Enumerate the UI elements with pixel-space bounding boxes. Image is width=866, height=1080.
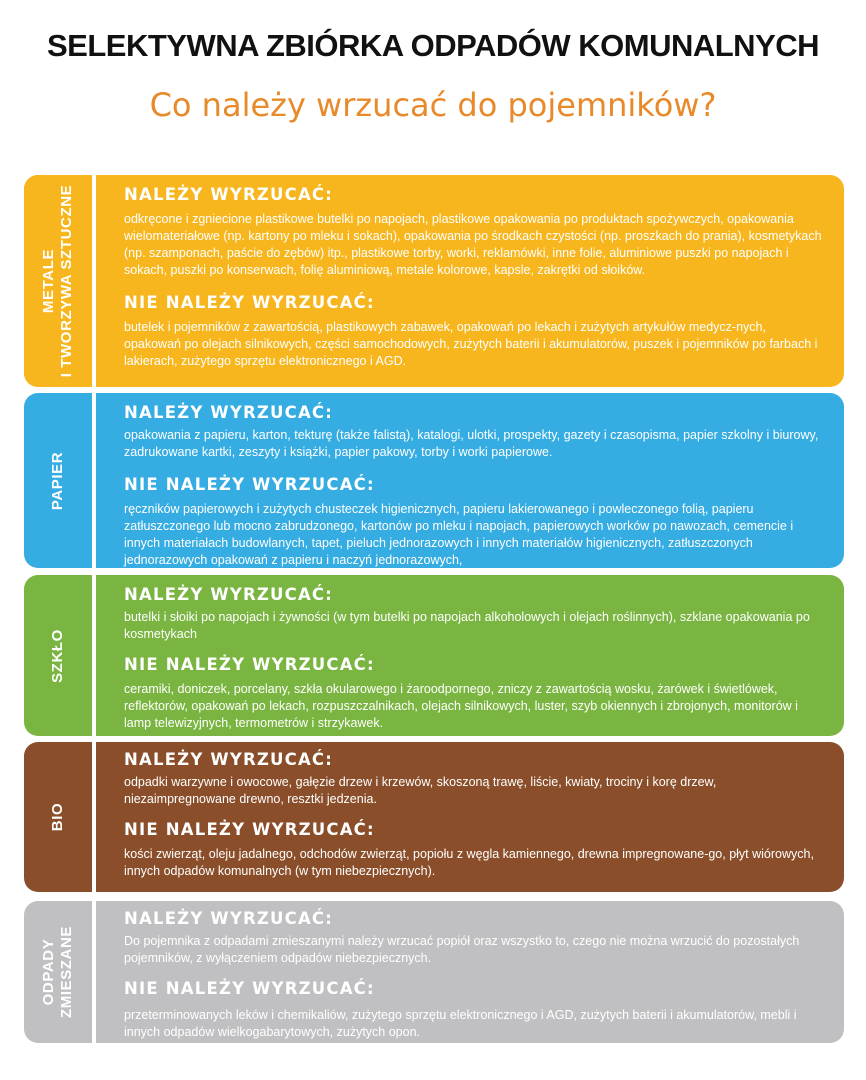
panel-content — [124, 403, 826, 568]
panel-content — [124, 909, 826, 1041]
forbidden-heading: NIE NALEŻY WYRZUCAĆ: — [124, 979, 375, 998]
panel-divider — [92, 175, 96, 387]
allowed-text: butelki i słoiki po napojach i żywności (w tym butelki po napojach alkoholowych i olejach roślinnych), szklane opakowania po kosmetykach — [124, 610, 810, 641]
panel-label: BIO — [49, 802, 66, 832]
panel-label: PAPIER — [49, 451, 66, 510]
panel-label: ODPADY ZMIESZANE — [40, 925, 75, 1019]
allowed-text: Do pojemnika z odpadami zmieszanymi należy wrzucać popiół oraz wszystko to, czego nie można wrzucić do pozostałych pojemników, z wyłączeniem odpadów niebezpiecznych. — [124, 934, 800, 965]
panel-divider — [92, 901, 96, 1043]
allowed-heading: NALEŻY WYRZUCAĆ: — [124, 403, 334, 422]
forbidden-text: przeterminowanych leków i chemikaliów, zużytego sprzętu elektronicznego i AGD, zużytych baterii i akumulatorów, mebli i innych odpadów wielkogabarytowych, zużytych opon. — [124, 1008, 797, 1039]
page-title: SELEKTYWNA ZBIÓRKA ODPADÓW KOMUNALNYCH — [46, 28, 820, 63]
allowed-heading: NALEŻY WYRZUCAĆ: — [124, 585, 334, 604]
panel-divider — [92, 742, 96, 892]
forbidden-heading: NIE NALEŻY WYRZUCAĆ: — [124, 655, 375, 674]
panel-divider — [92, 575, 96, 736]
panel-papier — [24, 393, 844, 568]
panel-content — [124, 185, 826, 370]
panel-side — [24, 393, 92, 568]
forbidden-text: kości zwierząt, oleju jadalnego, odchodów zwierząt, popiołu z węgla kamiennego, drewna impregnowane-go, płyt wiórowych, innych odpadów komunalnych (w tym niebezpiecznych). — [124, 847, 814, 878]
forbidden-heading: NIE NALEŻY WYRZUCAĆ: — [124, 475, 375, 494]
panel-label: SZKŁO — [49, 628, 66, 683]
forbidden-heading: NIE NALEŻY WYRZUCAĆ: — [124, 820, 375, 839]
panel-content — [124, 750, 826, 880]
allowed-heading: NALEŻY WYRZUCAĆ: — [124, 750, 334, 769]
allowed-text: odpadki warzywne i owocowe, gałęzie drzew i krzewów, skoszoną trawę, liście, kwiaty, trociny i korę drzew, niezaimpregnowane drewno, resztki jedzenia. — [124, 775, 717, 806]
panel-side — [24, 742, 92, 892]
panel-side — [24, 901, 92, 1043]
panel-bio — [24, 742, 844, 892]
panel-divider — [92, 393, 96, 568]
page-subtitle: Co należy wrzucać do pojemników? — [149, 86, 717, 124]
allowed-heading: NALEŻY WYRZUCAĆ: — [124, 185, 334, 204]
forbidden-heading: NIE NALEŻY WYRZUCAĆ: — [124, 293, 375, 312]
forbidden-text: butelek i pojemników z zawartością, plastikowych zabawek, opakowań po lekach i zużytych artykułów medycz-nych, opakowań po olejach silnikowych, części samochodowych, zużytych baterii i akumulatorów, puszek i pojemników po farbach i lakierach, zużytego sprzętu elektronicznego i AGD. — [124, 320, 818, 368]
panel-label: METALE I TWORZYWA SZTUCZNE — [40, 184, 75, 378]
panel-metale-tworzywa — [24, 175, 844, 387]
panel-content — [124, 585, 826, 732]
allowed-heading: NALEŻY WYRZUCAĆ: — [124, 909, 334, 928]
panel-side — [24, 175, 92, 387]
allowed-text: odkręcone i zgniecione plastikowe butelki po napojach, plastikowe opakowania po produktach spożywczych, opakowania wielomateriałowe (np. kartony po mleku i sokach), opakowania po środkach czystości (np. proszkach do prania), kosmetykach (np. szamponach, paście do zębów) itp., plastikowe torby, worki, reklamówki, inne folie, aluminiowe puszki po napojach i sokach, puszki po konserwach, folię aluminiową, metale kolorowe, kapsle, zakrętki od słoików. — [124, 212, 822, 277]
panel-zmieszane — [24, 901, 844, 1043]
forbidden-text: ceramiki, doniczek, porcelany, szkła okularowego i żaroodpornego, zniczy z zawartością wosku, żarówek i świetlówek, reflektorów, opakowań po lekach, rozpuszczalnikach, olejach silnikowych, luster, szyb okiennych i zbrojonych, monitorów i lamp telewizyjnych, termometrów i strzykawek. — [124, 682, 798, 730]
panel-szklo — [24, 575, 844, 736]
allowed-text: opakowania z papieru, karton, tekturę (także falistą), katalogi, ulotki, prospekty, gazety i czasopisma, papier szkolny i biurowy, zadrukowane kartki, zeszyty i książki, papier pakowy, torby i worki papierowe. — [124, 428, 819, 459]
panel-side — [24, 575, 92, 736]
forbidden-text: ręczników papierowych i zużytych chusteczek higienicznych, papieru lakierowanego i powleczonego folią, papieru zatłuszczonego lub mocno zabrudzonego, kartonów po mleku i napojach, papierowych worków po nawozach, cemencie i innych materiałach budowlanych, tapet, pieluch jednorazowych i innych materiałów higienicznych, zatłuszczonych jednorazowych opakowań z papieru i naczyń jednorazowych, — [124, 502, 794, 567]
